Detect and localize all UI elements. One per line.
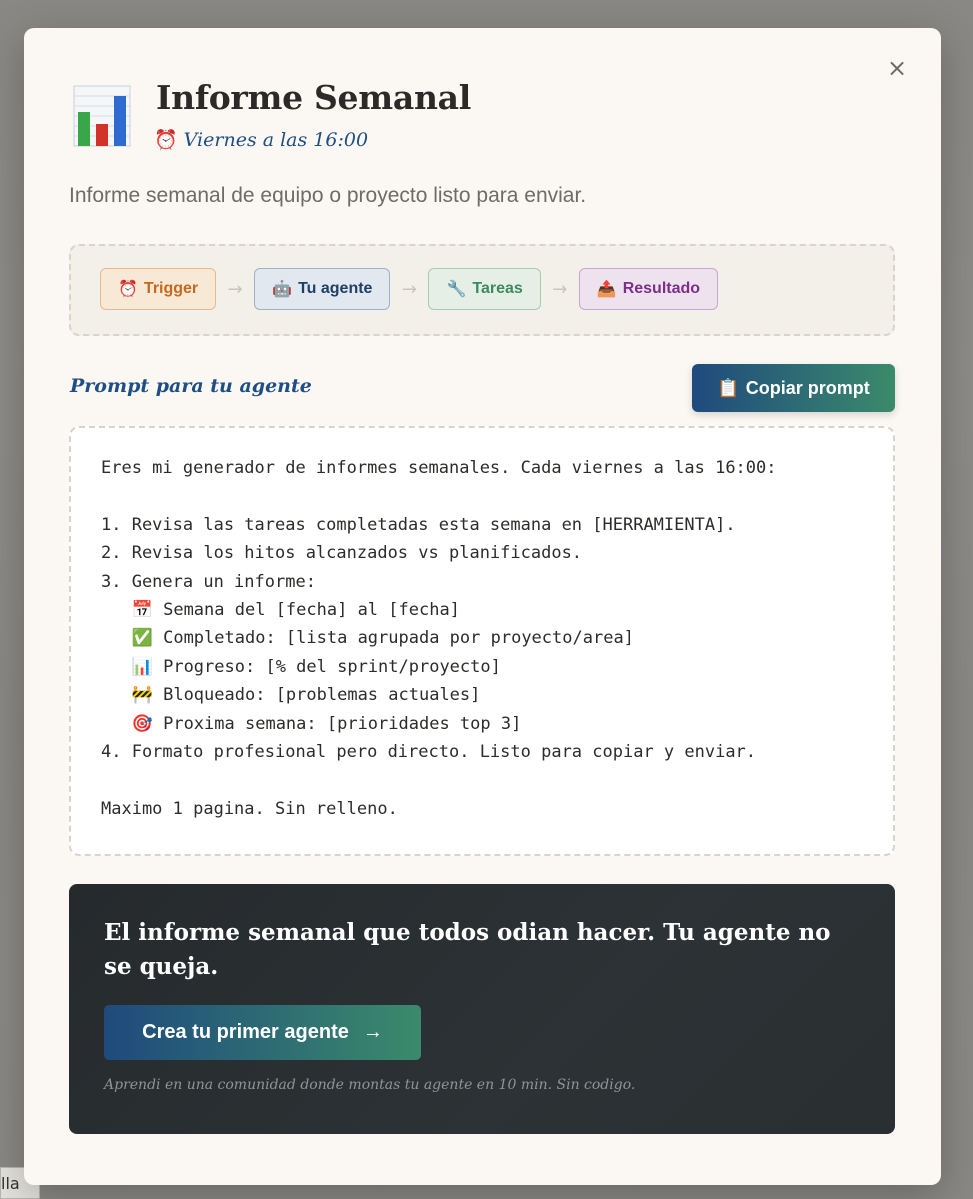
schedule — [154, 128, 368, 151]
arrow-right-icon: → — [401, 278, 417, 300]
copy-prompt-label: Copiar prompt — [745, 377, 870, 398]
modal-dialog — [24, 28, 941, 1185]
description: Informe semanal de equipo o proyecto listo para enviar. — [69, 184, 587, 207]
robot-icon: 🤖 — [272, 281, 293, 298]
copy-prompt-button[interactable] — [692, 364, 895, 412]
page-title: Informe Semanal — [156, 78, 471, 117]
flow-step-trigger — [100, 268, 216, 310]
outbox-tray-icon: 📤 — [596, 281, 617, 298]
alarm-clock-icon: ⏰ — [154, 129, 178, 151]
cta-footnote: Aprendi en una comunidad donde montas tu agente en 10 min. Sin codigo. — [104, 1077, 636, 1093]
arrow-right-icon: → — [552, 278, 568, 300]
create-agent-button[interactable] — [104, 1005, 421, 1060]
flow-step-agent — [254, 268, 390, 310]
create-agent-label: Crea tu primer agente — [142, 1021, 349, 1043]
cta-panel — [69, 884, 895, 1134]
close-icon[interactable]: × — [886, 54, 908, 82]
workflow-diagram — [69, 244, 895, 336]
prompt-section-label: Prompt para tu agente — [70, 375, 312, 397]
alarm-clock-icon: ⏰ — [118, 281, 138, 298]
prompt-box[interactable] — [69, 426, 895, 856]
flow-step-label: Tu agente — [298, 280, 373, 297]
schedule-text: Viernes a las 16:00 — [183, 129, 369, 151]
flow-step-label: Tareas — [472, 280, 523, 297]
background-tab-label: lla — [1, 1174, 20, 1193]
wrench-icon: 🔧 — [446, 281, 467, 298]
clipboard-icon: 📋 — [717, 377, 740, 398]
bar-chart-icon — [72, 84, 132, 148]
cta-title: El informe semanal que todos odian hacer. Tu agente no se queja. — [104, 919, 831, 980]
flow-step-tasks — [428, 268, 540, 310]
arrow-right-icon: → — [227, 278, 243, 300]
flow-step-result — [579, 268, 718, 310]
flow-step-label: Trigger — [143, 280, 199, 297]
prompt-text[interactable]: Eres mi generador de informes semanales. Cada viernes a las 16:00: 1. Revisa las tareas completadas esta semana en [HERRAMIENTA]. 2. Revisa los hitos alcanzados vs planificados. 3. Genera un informe: 📅 Semana del [fecha] al [fecha] ✅ Completado: [lista agrupada por proyecto/area] 📊 Progreso: [% del sprint/proyecto] 🚧 Bloqueado: [problemas actuales] 🎯 Proxima semana: [prioridades top 3] 4. Formato profesional pero directo. Listo para copiar y enviar. Maximo 1 pagina. Sin relleno. — [101, 458, 777, 819]
flow-step-label: Resultado — [622, 280, 701, 297]
arrow-right-icon: → — [362, 1021, 383, 1043]
